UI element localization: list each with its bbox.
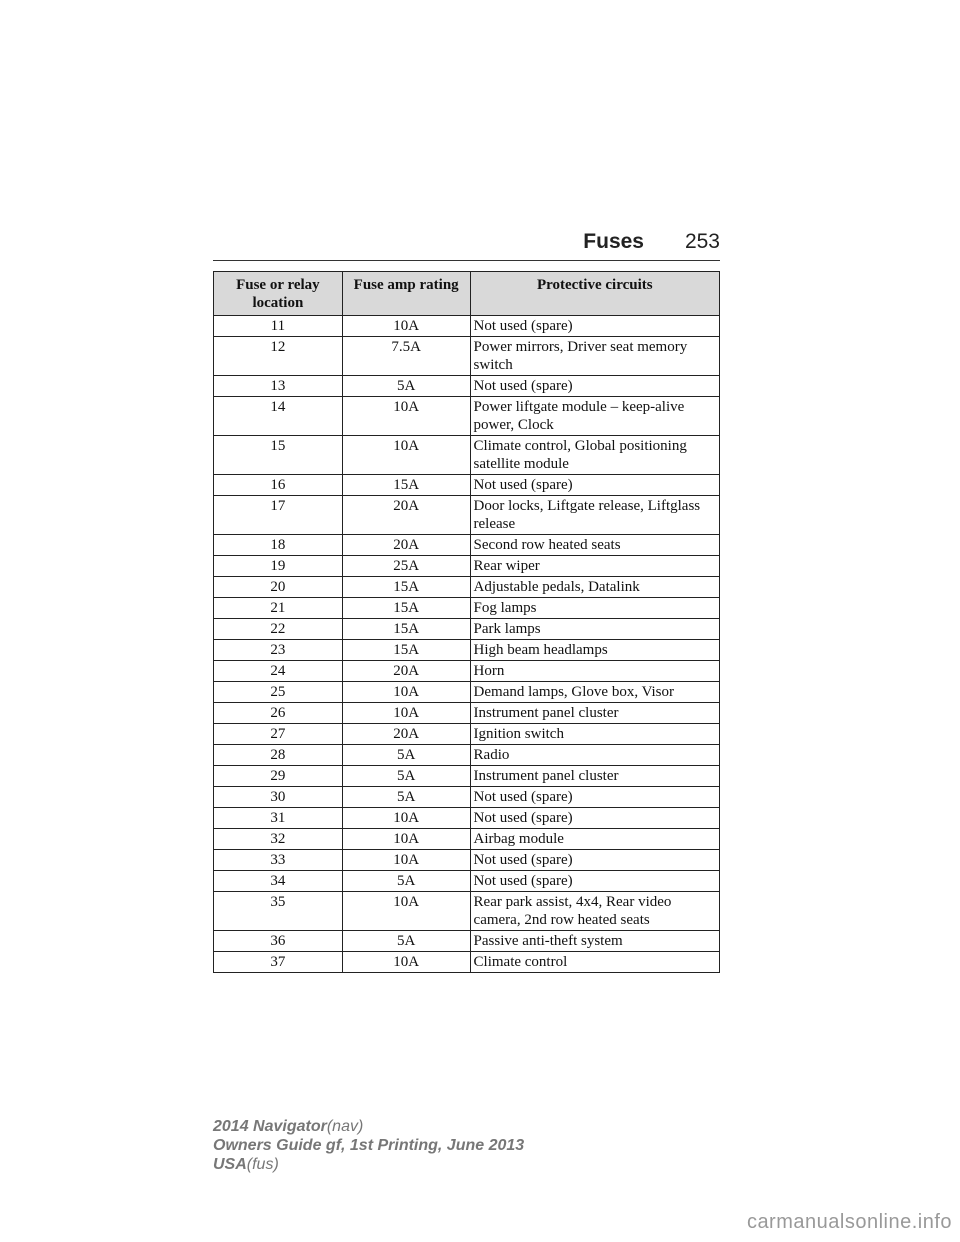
table-row — [214, 556, 720, 577]
footer-line-3 — [213, 1155, 524, 1174]
cell-location: 30 — [214, 787, 343, 808]
cell-amp-rating: 5A — [342, 787, 470, 808]
cell-amp-rating: 10A — [342, 316, 470, 337]
cell-location: 34 — [214, 871, 343, 892]
cell-amp-rating: 10A — [342, 952, 470, 973]
footer-model-code: (nav) — [326, 1118, 364, 1135]
cell-amp-rating: 5A — [342, 745, 470, 766]
table-row — [214, 892, 720, 931]
cell-amp-rating: 15A — [342, 598, 470, 619]
column-header-location: Fuse or relay location — [214, 272, 343, 316]
cell-protective-circuits: Demand lamps, Glove box, Visor — [470, 682, 719, 703]
table-row — [214, 952, 720, 973]
cell-location: 32 — [214, 829, 343, 850]
cell-protective-circuits: Park lamps — [470, 619, 719, 640]
cell-protective-circuits: Not used (spare) — [470, 787, 719, 808]
footer-market: USA — [213, 1156, 247, 1173]
cell-amp-rating: 15A — [342, 475, 470, 496]
cell-amp-rating: 15A — [342, 640, 470, 661]
cell-location: 21 — [214, 598, 343, 619]
cell-amp-rating: 10A — [342, 703, 470, 724]
cell-amp-rating: 10A — [342, 829, 470, 850]
cell-location: 20 — [214, 577, 343, 598]
cell-protective-circuits: Power mirrors, Driver seat memory switch — [470, 337, 719, 376]
cell-protective-circuits: Instrument panel cluster — [470, 766, 719, 787]
cell-amp-rating: 10A — [342, 892, 470, 931]
cell-location: 31 — [214, 808, 343, 829]
table-row — [214, 598, 720, 619]
table-row — [214, 397, 720, 436]
cell-amp-rating: 25A — [342, 556, 470, 577]
cell-protective-circuits: Rear park assist, 4x4, Rear video camera, 2nd row heated seats — [470, 892, 719, 931]
table-row — [214, 376, 720, 397]
cell-location: 28 — [214, 745, 343, 766]
table-row — [214, 475, 720, 496]
table-row — [214, 436, 720, 475]
cell-amp-rating: 15A — [342, 619, 470, 640]
page-number: 253 — [684, 230, 720, 253]
cell-protective-circuits: Rear wiper — [470, 556, 719, 577]
footer-line-1 — [213, 1117, 524, 1136]
cell-amp-rating: 5A — [342, 376, 470, 397]
cell-amp-rating: 20A — [342, 496, 470, 535]
table-row — [214, 535, 720, 556]
table-row — [214, 766, 720, 787]
cell-location: 26 — [214, 703, 343, 724]
table-row — [214, 787, 720, 808]
table-header-row — [214, 272, 720, 316]
table-row — [214, 931, 720, 952]
cell-amp-rating: 10A — [342, 850, 470, 871]
cell-amp-rating: 10A — [342, 808, 470, 829]
table-row — [214, 745, 720, 766]
cell-location: 36 — [214, 931, 343, 952]
cell-protective-circuits: Not used (spare) — [470, 316, 719, 337]
cell-location: 37 — [214, 952, 343, 973]
watermark: carmanualsonline.info — [746, 1211, 952, 1233]
table-row — [214, 850, 720, 871]
cell-amp-rating: 10A — [342, 436, 470, 475]
cell-location: 24 — [214, 661, 343, 682]
section-title: Fuses — [583, 230, 644, 253]
table-row — [214, 337, 720, 376]
cell-protective-circuits: Not used (spare) — [470, 475, 719, 496]
table-row — [214, 871, 720, 892]
table-row — [214, 619, 720, 640]
cell-location: 33 — [214, 850, 343, 871]
cell-location: 22 — [214, 619, 343, 640]
table-body — [214, 316, 720, 973]
cell-protective-circuits: Second row heated seats — [470, 535, 719, 556]
cell-protective-circuits: Power liftgate module – keep-alive power, Clock — [470, 397, 719, 436]
table-row — [214, 682, 720, 703]
cell-amp-rating: 10A — [342, 397, 470, 436]
cell-location: 16 — [214, 475, 343, 496]
cell-location: 35 — [214, 892, 343, 931]
cell-location: 18 — [214, 535, 343, 556]
cell-location: 19 — [214, 556, 343, 577]
page-header — [213, 226, 720, 261]
cell-protective-circuits: Climate control — [470, 952, 719, 973]
table-row — [214, 808, 720, 829]
cell-protective-circuits: Adjustable pedals, Datalink — [470, 577, 719, 598]
table-row — [214, 316, 720, 337]
cell-protective-circuits: Climate control, Global positioning satellite module — [470, 436, 719, 475]
cell-protective-circuits: Airbag module — [470, 829, 719, 850]
cell-amp-rating: 20A — [342, 661, 470, 682]
table-row — [214, 577, 720, 598]
cell-protective-circuits: Passive anti-theft system — [470, 931, 719, 952]
cell-amp-rating: 5A — [342, 871, 470, 892]
cell-location: 23 — [214, 640, 343, 661]
cell-protective-circuits: Radio — [470, 745, 719, 766]
table-row — [214, 703, 720, 724]
cell-location: 14 — [214, 397, 343, 436]
column-header-amp-rating: Fuse amp rating — [342, 272, 470, 316]
cell-location: 27 — [214, 724, 343, 745]
footer-model: 2014 Navigator — [213, 1118, 327, 1135]
cell-location: 11 — [214, 316, 343, 337]
cell-amp-rating: 20A — [342, 535, 470, 556]
cell-amp-rating: 10A — [342, 682, 470, 703]
cell-location: 13 — [214, 376, 343, 397]
cell-protective-circuits: Ignition switch — [470, 724, 719, 745]
table-row — [214, 724, 720, 745]
table-row — [214, 496, 720, 535]
cell-location: 29 — [214, 766, 343, 787]
cell-protective-circuits: Fog lamps — [470, 598, 719, 619]
cell-location: 12 — [214, 337, 343, 376]
cell-protective-circuits: Not used (spare) — [470, 808, 719, 829]
cell-protective-circuits: Not used (spare) — [470, 871, 719, 892]
table-row — [214, 829, 720, 850]
footer-line-2: Owners Guide gf, 1st Printing, June 2013 — [213, 1137, 525, 1154]
fuse-table — [213, 271, 720, 973]
cell-protective-circuits: Not used (spare) — [470, 850, 719, 871]
cell-amp-rating: 7.5A — [342, 337, 470, 376]
cell-protective-circuits: High beam headlamps — [470, 640, 719, 661]
document-footer — [213, 1117, 524, 1174]
cell-protective-circuits: Door locks, Liftgate release, Liftglass release — [470, 496, 719, 535]
cell-protective-circuits: Horn — [470, 661, 719, 682]
cell-location: 15 — [214, 436, 343, 475]
cell-amp-rating: 15A — [342, 577, 470, 598]
cell-amp-rating: 5A — [342, 931, 470, 952]
cell-protective-circuits: Not used (spare) — [470, 376, 719, 397]
table-row — [214, 661, 720, 682]
cell-location: 25 — [214, 682, 343, 703]
table-row — [214, 640, 720, 661]
cell-location: 17 — [214, 496, 343, 535]
cell-amp-rating: 5A — [342, 766, 470, 787]
cell-protective-circuits: Instrument panel cluster — [470, 703, 719, 724]
cell-amp-rating: 20A — [342, 724, 470, 745]
footer-market-code: (fus) — [246, 1156, 279, 1173]
column-header-protective-circuits: Protective circuits — [470, 272, 719, 316]
